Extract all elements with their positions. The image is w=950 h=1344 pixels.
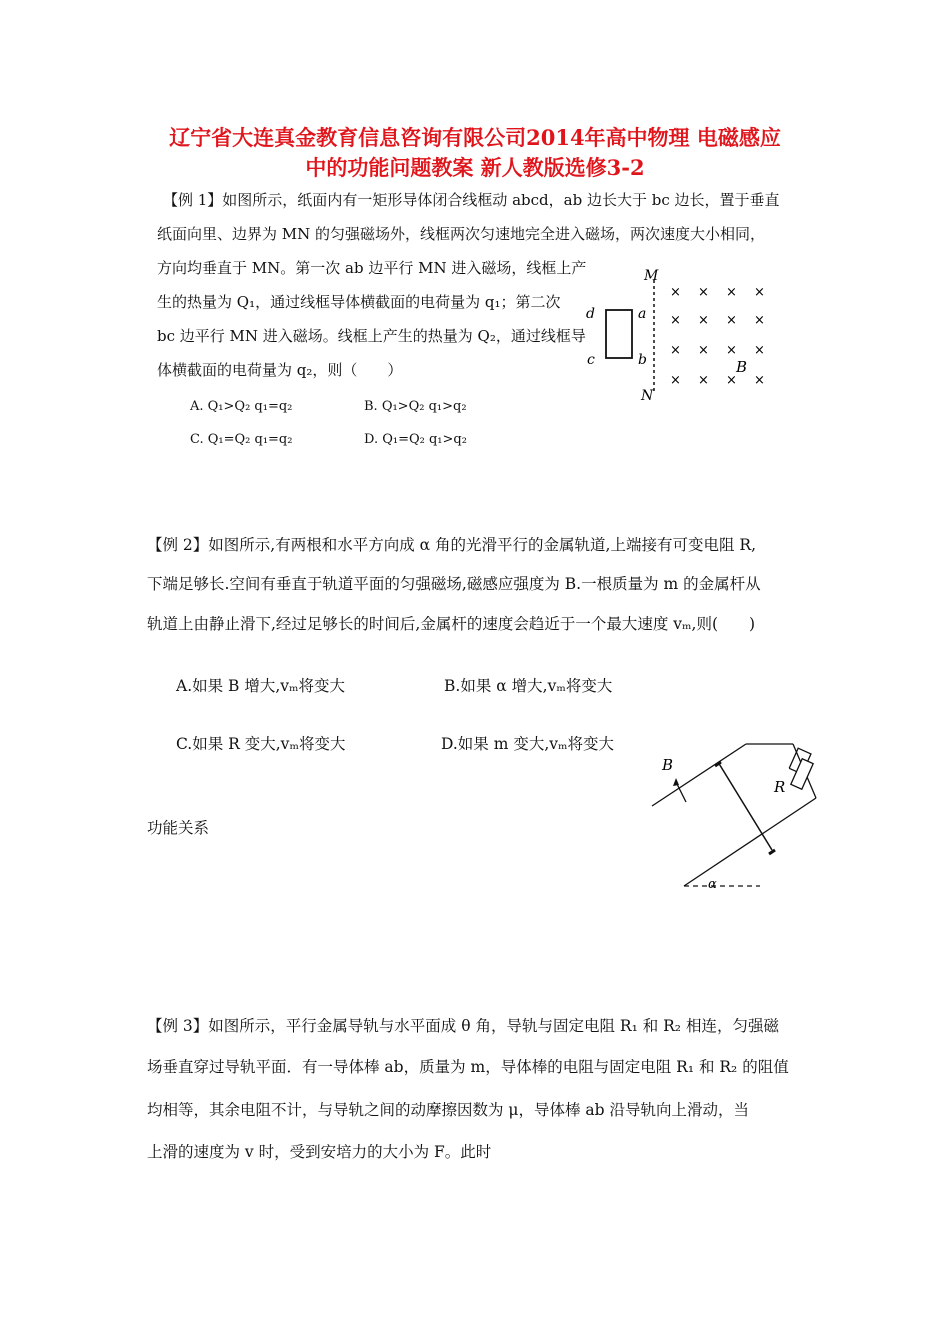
field-cross: × [726,285,737,300]
field-cross: × [754,285,765,300]
label-angle-alpha: α [708,877,717,892]
field-cross: × [698,373,709,388]
example1-line-4: 生的热量为 Q₁，通过线框导体横截面的电荷量为 q₁；第二次 [157,293,561,311]
example2-option-a: A.如果 B 增大,vₘ将变大 [176,677,346,695]
field-cross-grid [670,285,765,388]
label-c: c [587,352,595,368]
example3-line-1: 【例 3】如图所示，平行金属导轨与水平面成 θ 角，导轨与固定电阻 R₁ 和 R₂ 相连，匀强磁 [147,1017,779,1035]
example2-line-3: 轨道上由静止滑下,经过足够长的时间后,金属杆的速度会趋近于一个最大速度 vₘ,则( ) [147,615,756,633]
variable-resistor [784,748,817,789]
example1-option-c: C. Q₁=Q₂ q₁=q₂ [190,432,293,447]
example1-line-6: 体横截面的电荷量为 q₂，则（ ） [157,361,403,379]
field-cross: × [726,313,737,328]
field-arrow-head [673,778,679,786]
field-cross: × [670,285,681,300]
section-label: 功能关系 [147,819,210,837]
field-cross: × [698,343,709,358]
label-a: a [638,306,647,322]
field-cross: × [726,343,737,358]
page-title-line-1: 辽宁省大连真金教育信息咨询有限公司2014年高中物理 电磁感应 [169,125,781,150]
magnetic-field-figure [578,262,778,404]
label-field-b: B [662,756,674,774]
example1-option-b: B. Q₁>Q₂ q₁>q₂ [364,399,467,414]
field-cross: × [698,313,709,328]
example3-line-4: 上滑的速度为 v 时，受到安培力的大小为 F。此时 [147,1143,492,1161]
field-cross: × [698,285,709,300]
field-cross: × [670,343,681,358]
example2-line-2: 下端足够长.空间有垂直于轨道平面的匀强磁场,磁感应强度为 B.一根质量为 m 的金属杆从 [147,575,761,593]
field-cross: × [670,373,681,388]
rod-end-lower [769,850,775,854]
example1-line-3: 方向均垂直于 MN。第一次 ab 边平行 MN 进入磁场，线框上产 [157,259,587,277]
metal-rod [718,762,772,850]
example2-option-d: D.如果 m 变大,vₘ将变大 [441,735,615,753]
upper-rail [652,744,746,806]
field-cross: × [754,313,765,328]
example1-line-5: bc 边平行 MN 进入磁场。线框上产生的热量为 Q₂，通过线框导 [157,327,586,345]
example1-option-d: D. Q₁=Q₂ q₁>q₂ [364,432,467,447]
example3-line-3: 均相等，其余电阻不计，与导轨之间的动摩擦因数为 μ，导体棒 ab 沿导轨向上滑动，当 [147,1101,750,1119]
example1-line-1: 【例 1】如图所示，纸面内有一矩形导体闭合线框动 abcd，ab 边长大于 bc 边长，置于垂直 [163,191,780,209]
page-title-line-2: 中的功能问题教案 新人教版选修3-2 [305,155,645,180]
label-d: d [586,306,595,322]
field-cross: × [670,313,681,328]
example2-option-b: B.如果 α 增大,vₘ将变大 [444,677,613,695]
field-cross: × [754,343,765,358]
label-n: N [641,388,654,404]
example1-line-2: 纸面向里、边界为 MN 的匀强磁场外，线框两次匀速地完全进入磁场，两次速度大小相同， [157,225,766,243]
lower-rail [684,798,816,886]
rectangular-frame [606,310,632,358]
example2-option-c: C.如果 R 变大,vₘ将变大 [176,735,346,753]
example3-line-2: 场垂直穿过导轨平面．有一导体棒 ab，质量为 m，导体棒的电阻与固定电阻 R₁ 和 R₂ 的阻值 [147,1058,789,1076]
example2-line-1: 【例 2】如图所示,有两根和水平方向成 α 角的光滑平行的金属轨道,上端接有可变电阻 R, [147,536,756,554]
inclined-rails-figure [648,740,838,892]
field-cross: × [726,373,737,388]
label-b: b [638,352,647,368]
label-m: M [644,268,659,284]
label-field-b: B [736,358,748,376]
label-resistor-r: R [774,778,786,796]
field-cross: × [754,373,765,388]
example1-option-a: A. Q₁>Q₂ q₁=q₂ [190,399,293,414]
